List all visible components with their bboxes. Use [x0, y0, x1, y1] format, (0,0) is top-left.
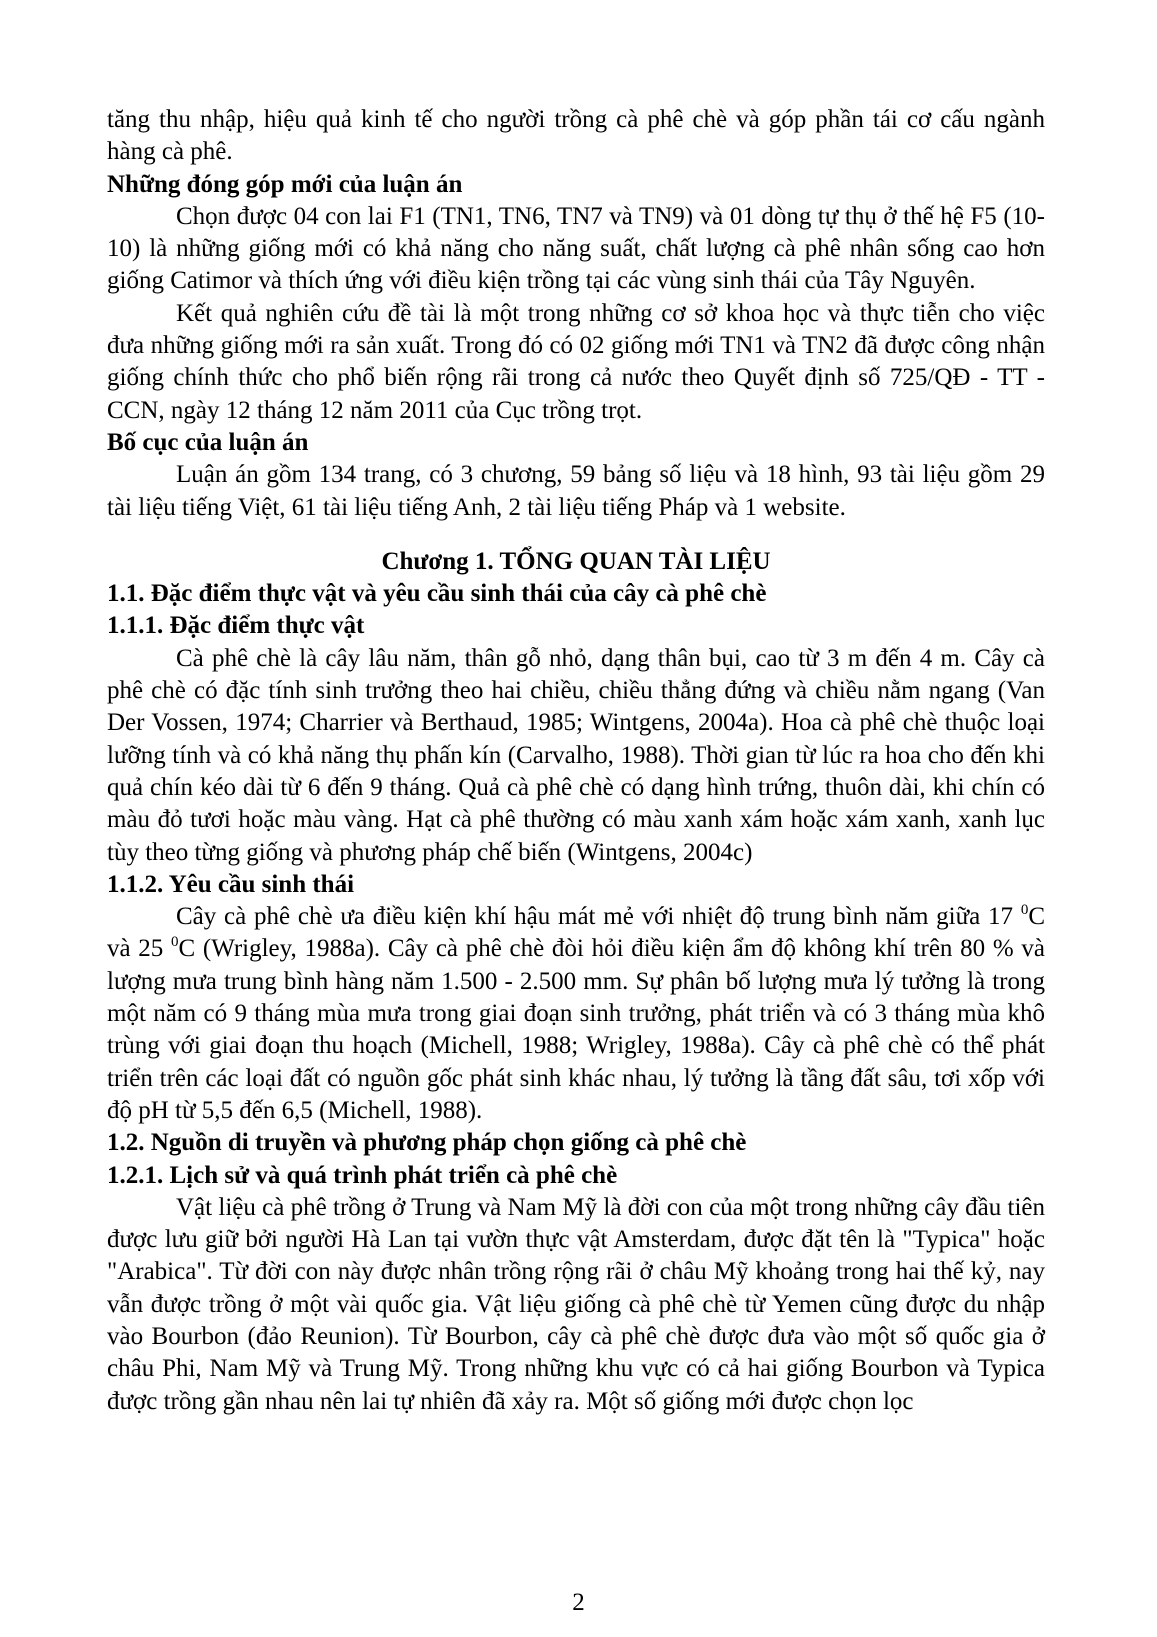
section-1-2-1-heading: 1.2.1. Lịch sử và quá trình phát triển cà phê chè: [107, 1161, 618, 1189]
section-1-1-2-heading: 1.1.2. Yêu cầu sinh thái: [107, 870, 355, 898]
structure-paragraph: Luận án gồm 134 trang, có 3 chương, 59 bảng số liệu và 18 hình, 93 tài liệu gồm 29 tài liệu tiếng Việt, 61 tài liệu tiếng Anh, 2 tài liệu tiếng Pháp và 1 website.: [107, 461, 1045, 521]
page-content: [107, 104, 1045, 1418]
history-paragraph: Vật liệu cà phê trồng ở Trung và Nam Mỹ là đời con của một trong những cây đầu tiên được lưu giữ bởi người Hà Lan tại vườn thực vật Amsterdam, được đặt tên là "Typica" hoặc "Arabica". Từ đời con này được nhân trồng rộng rãi ở châu Mỹ khoảng trong hai thế kỷ, nay vẫn được trồng ở một vài quốc gia. Vật liệu giống cà phê chè từ Yemen cũng được du nhập vào Bourbon (đảo Reunion). Từ Bourbon, cây cà phê chè được đưa vào một số quốc gia ở châu Phi, Nam Mỹ và Trung Mỹ. Trong những khu vực có cả hai giống Bourbon và Typica được trồng gần nhau nên lai tự nhiên đã xảy ra. Một số giống mới được chọn lọc: [107, 1193, 1045, 1415]
botany-paragraph: Cà phê chè là cây lâu năm, thân gỗ nhỏ, dạng thân bụi, cao từ 3 m đến 4 m. Cây cà phê chè có đặc tính sinh trưởng theo hai chiều, chiều thẳng đứng và chiều nằm ngang (Van Der Vossen, 1974; Charrier và Berthaud, 1985; Wintgens, 2004a). Hoa cà phê chè thuộc loại lưỡng tính và có khả năng thụ phấn kín (Carvalho, 1988). Thời gian từ lúc ra hoa cho đến khi quả chín kéo dài từ 6 đến 9 tháng. Quả cà phê chè có dạng hình trứng, thuôn dài, khi chín có màu đỏ tươi hoặc màu vàng. Hạt cà phê thường có màu xanh xám hoặc xám xanh, xanh lục tùy theo từng giống và phương pháp chế biến (Wintgens, 2004c): [107, 644, 1045, 866]
ecology-text-part-3: C (Wrigley, 1988a). Cây cà phê chè đòi hỏi điều kiện ẩm độ không khí trên 80 % và lượng mưa trung bình hàng năm 1.500 - 2.500 mm. Sự phân bố lượng mưa lý tưởng là trong một năm có 9 tháng mùa mưa trong giai đoạn sinh trưởng, phát triển và có 3 tháng mùa khô trùng với giai đoạn thu hoạch (Michell, 1988; Wrigley, 1988a). Cây cà phê chè có thể phát triển trên các loại đất có nguồn gốc phát sinh khác nhau, lý tưởng là tầng đất sâu, tơi xốp với độ pH từ 5,5 đến 6,5 (Michell, 1988).: [107, 935, 1045, 1124]
ecology-text-part-2: C và 25: [107, 903, 1045, 963]
page-number: 2: [572, 1589, 585, 1616]
section-1-1-heading: 1.1. Đặc điểm thực vật và yêu cầu sinh thái của cây cà phê chè: [107, 580, 767, 608]
contributions-heading: Những đóng góp mới của luận án: [107, 170, 463, 198]
section-1-2-heading: 1.2. Nguồn di truyền và phương pháp chọn giống cà phê chè: [107, 1129, 747, 1157]
intro-paragraph-tail: tăng thu nhập, hiệu quả kinh tế cho người trồng cà phê chè và góp phần tái cơ cấu ngành hàng cà phê.: [107, 106, 1045, 166]
structure-heading: Bố cục của luận án: [107, 428, 309, 456]
ecology-text-part-1: Cây cà phê chè ưa điều kiện khí hậu mát mẻ với nhiệt độ trung bình năm giữa 17: [176, 903, 1021, 931]
ecology-paragraph: [107, 901, 1045, 1127]
degree-superscript-2: 0: [171, 934, 179, 951]
section-1-1-1-heading: 1.1.1. Đặc điểm thực vật: [107, 612, 365, 640]
contributions-paragraph-1: Chọn được 04 con lai F1 (TN1, TN6, TN7 và TN9) và 01 dòng tự thụ ở thế hệ F5 (10-10) là những giống mới có khả năng cho năng suất, chất lượng cà phê nhân sống cao hơn giống Catimor và thích ứng với điều kiện trồng tại các vùng sinh thái của Tây Nguyên.: [107, 202, 1045, 295]
contributions-paragraph-2: Kết quả nghiên cứu đề tài là một trong những cơ sở khoa học và thực tiễn cho việc đưa những giống mới ra sản xuất. Trong đó có 02 giống mới TN1 và TN2 đã được công nhận giống chính thức cho phổ biến rộng rãi trong cả nước theo Quyết định số 725/QĐ - TT - CCN, ngày 12 tháng 12 năm 2011 của Cục trồng trọt.: [107, 299, 1045, 424]
chapter-title: Chương 1. TỔNG QUAN TÀI LIỆU: [381, 547, 771, 575]
degree-superscript-1: 0: [1020, 902, 1029, 919]
